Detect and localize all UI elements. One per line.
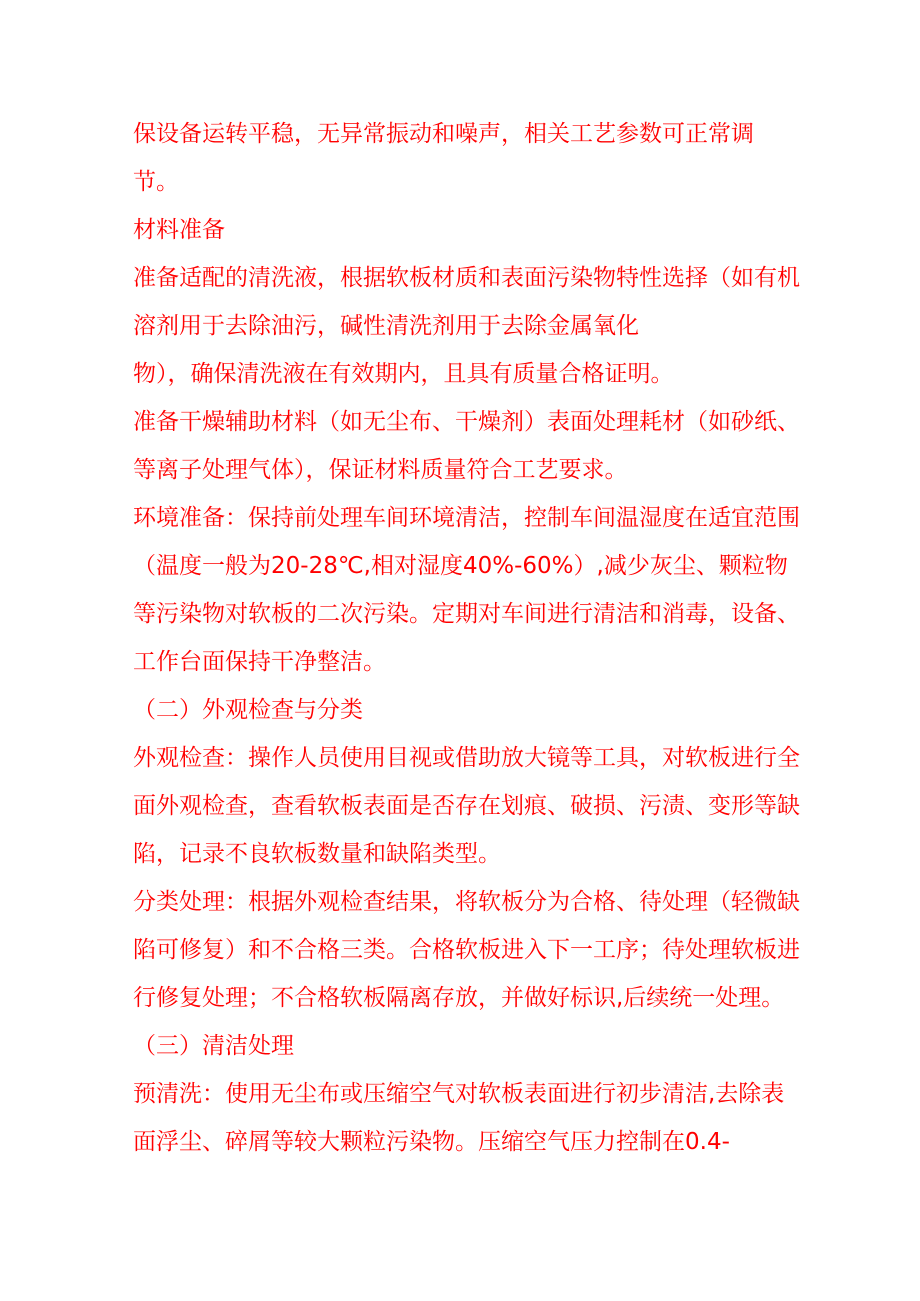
text-line: 等离子处理气体），保证材料质量符合工艺要求。: [133, 457, 628, 483]
section-heading: （二）外观检查与分类: [133, 697, 363, 723]
text-line: 外观检查：操作人员使用目视或借助放大镜等工具，对软板进行全: [133, 745, 800, 771]
text-line: 保设备运转平稳，无异常振动和噪声，相关工艺参数可正常调: [133, 121, 754, 147]
section-heading: （三）清洁处理: [133, 1033, 294, 1059]
text-line: 分类处理：根据外观检查结果，将软板分为合格、待处理（轻微缺: [133, 889, 800, 915]
text-line: 陷可修复）和不合格三类。合格软板进入下一工序；待处理软板进: [133, 937, 800, 963]
text-line: 等污染物对软板的二次污染。定期对车间进行清洁和消毒，设备、: [133, 601, 800, 627]
document-body: [133, 110, 833, 1166]
text-line: 物），确保清洗液在有效期内，且具有质量合格证明。: [133, 361, 674, 387]
text-line: 节。: [133, 169, 179, 195]
text-line: 预清洗：使用无尘布或压缩空气对软板表面进行初步清洁,去除表: [133, 1081, 785, 1107]
text-line: （温度一般为20-28℃,相对湿度40%-60%）,减少灰尘、颗粒物: [133, 553, 788, 579]
text-line: 行修复处理；不合格软板隔离存放，并做好标识,后续统一处理。: [133, 985, 785, 1011]
text-line: 环境准备：保持前处理车间环境清洁，控制车间温湿度在适宜范围: [133, 505, 800, 531]
text-line: 准备干燥辅助材料（如无尘布、干燥剂）表面处理耗材（如砂纸、: [133, 409, 800, 435]
text-line: 准备适配的清洗液，根据软板材质和表面污染物特性选择（如有机: [133, 265, 800, 291]
text-line: 面外观检查，查看软板表面是否存在划痕、破损、污渍、变形等缺: [133, 793, 800, 819]
section-heading: 材料准备: [133, 217, 225, 243]
text-line: 面浮尘、碎屑等较大颗粒污染物。压缩空气压力控制在0.4-: [133, 1129, 730, 1155]
text-line: 工作台面保持干净整洁。: [133, 649, 386, 675]
text-line: 溶剂用于去除油污，碱性清洗剂用于去除金属氧化: [133, 313, 639, 339]
text-line: 陷，记录不良软板数量和缺陷类型。: [133, 841, 501, 867]
